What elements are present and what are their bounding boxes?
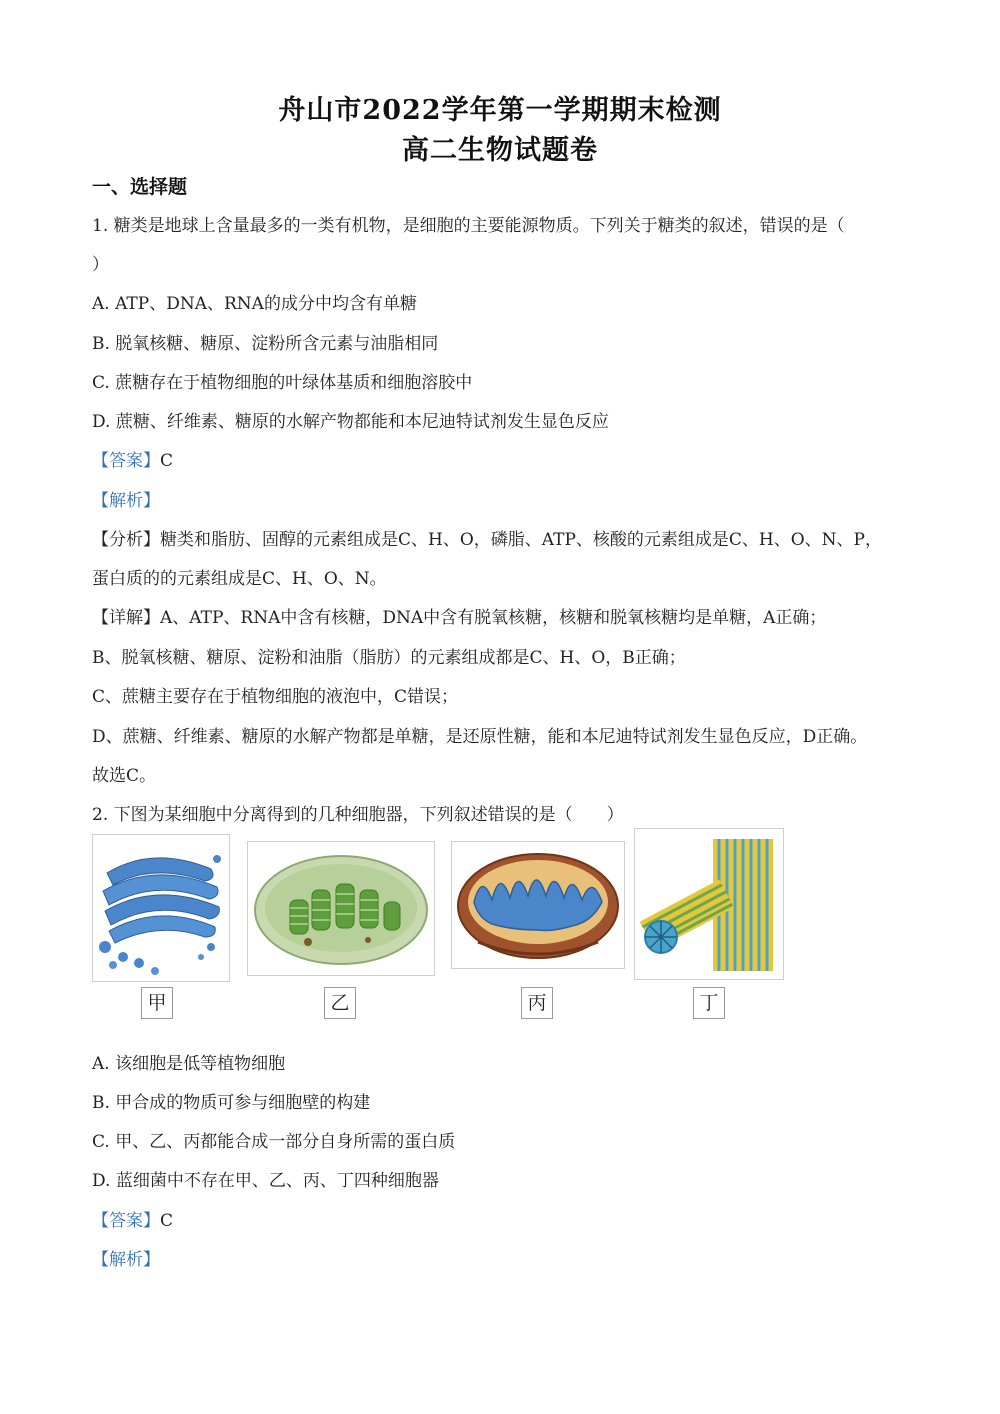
exam-subtitle: 高二生物试题卷: [402, 135, 598, 166]
answer-value: C: [160, 451, 174, 471]
q1-detail-b: B、脱氧核糖、糖原、淀粉和油脂（脂肪）的元素组成都是C、H、O，B正确；: [92, 648, 686, 668]
q1-answer: [92, 446, 173, 471]
q1-analysis: [92, 486, 160, 511]
q1-stem: 1. 糖类是地球上含量最多的一类有机物，是细胞的主要能源物质。下列关于糖类的叙述，错误的是（: [92, 216, 845, 236]
detail-text: A、ATP、RNA中含有核糖，DNA中含有脱氧核糖，核糖和脱氧核糖均是单糖，A正确；: [160, 608, 827, 628]
q2-option-c: C. 甲、乙、丙都能合成一部分自身所需的蛋白质: [92, 1132, 456, 1152]
analysis-tag: 【解析】: [92, 491, 160, 511]
centriole-figure: [634, 828, 784, 980]
q1-detail: [92, 603, 826, 628]
mitochondrion-illustration: [452, 842, 624, 968]
chloroplast-figure: [247, 841, 435, 976]
q2-option-d: D. 蓝细菌中不存在甲、乙、丙、丁四种细胞器: [92, 1171, 439, 1191]
figure-label-ding: 丁: [693, 987, 725, 1019]
q1-fenxi-cont: 蛋白质的的元素组成是C、H、O、N。: [92, 569, 387, 589]
golgi-illustration: [93, 835, 229, 981]
q2-option-a: A. 该细胞是低等植物细胞: [92, 1054, 286, 1074]
figure-label-yi: 乙: [324, 987, 356, 1019]
q1-conclusion: 故选C。: [92, 766, 157, 786]
fenxi-text: 糖类和脂肪、固醇的元素组成是C、H、O，磷脂、ATP、核酸的元素组成是C、H、O、N、P，: [160, 530, 882, 550]
answer-value: C: [160, 1211, 174, 1231]
q2-answer: [92, 1206, 173, 1231]
q1-option-c: C. 蔗糖存在于植物细胞的叶绿体基质和细胞溶胶中: [92, 373, 473, 393]
q1-option-d: D. 蔗糖、纤维素、糖原的水解产物都能和本尼迪特试剂发生显色反应: [92, 412, 609, 432]
q2-stem: 2. 下图为某细胞中分离得到的几种细胞器，下列叙述错误的是（ ）: [92, 805, 624, 825]
q1-option-b: B. 脱氧核糖、糖原、淀粉所含元素与油脂相同: [92, 334, 439, 354]
q2-option-b: B. 甲合成的物质可参与细胞壁的构建: [92, 1093, 371, 1113]
answer-tag: 【答案】: [92, 1211, 160, 1231]
q1-stem-close: ）: [92, 255, 109, 275]
q1-detail-c: C、蔗糖主要存在于植物细胞的液泡中，C错误；: [92, 687, 459, 707]
figure-label-bing: 丙: [521, 987, 553, 1019]
answer-tag: 【答案】: [92, 451, 160, 471]
mitochondrion-figure: [451, 841, 625, 969]
figure-label-jia: 甲: [141, 987, 173, 1019]
section-heading: 一、选择题: [92, 176, 188, 198]
q1-detail-d: D、蔗糖、纤维素、糖原的水解产物都是单糖，是还原性糖，能和本尼迪特试剂发生显色反应，D正确。: [92, 727, 868, 747]
q1-option-a: A. ATP、DNA、RNA的成分中均含有单糖: [92, 294, 417, 314]
q2-analysis: [92, 1245, 160, 1270]
detail-tag: 【详解】: [92, 608, 160, 628]
analysis-tag: 【解析】: [92, 1250, 160, 1270]
exam-title: 舟山市2022学年第一学期期末检测: [278, 95, 722, 126]
q1-fenxi: [92, 525, 882, 550]
centriole-illustration: [635, 829, 783, 979]
fenxi-tag: 【分析】: [92, 530, 160, 550]
golgi-figure: [92, 834, 230, 982]
chloroplast-illustration: [248, 842, 434, 975]
